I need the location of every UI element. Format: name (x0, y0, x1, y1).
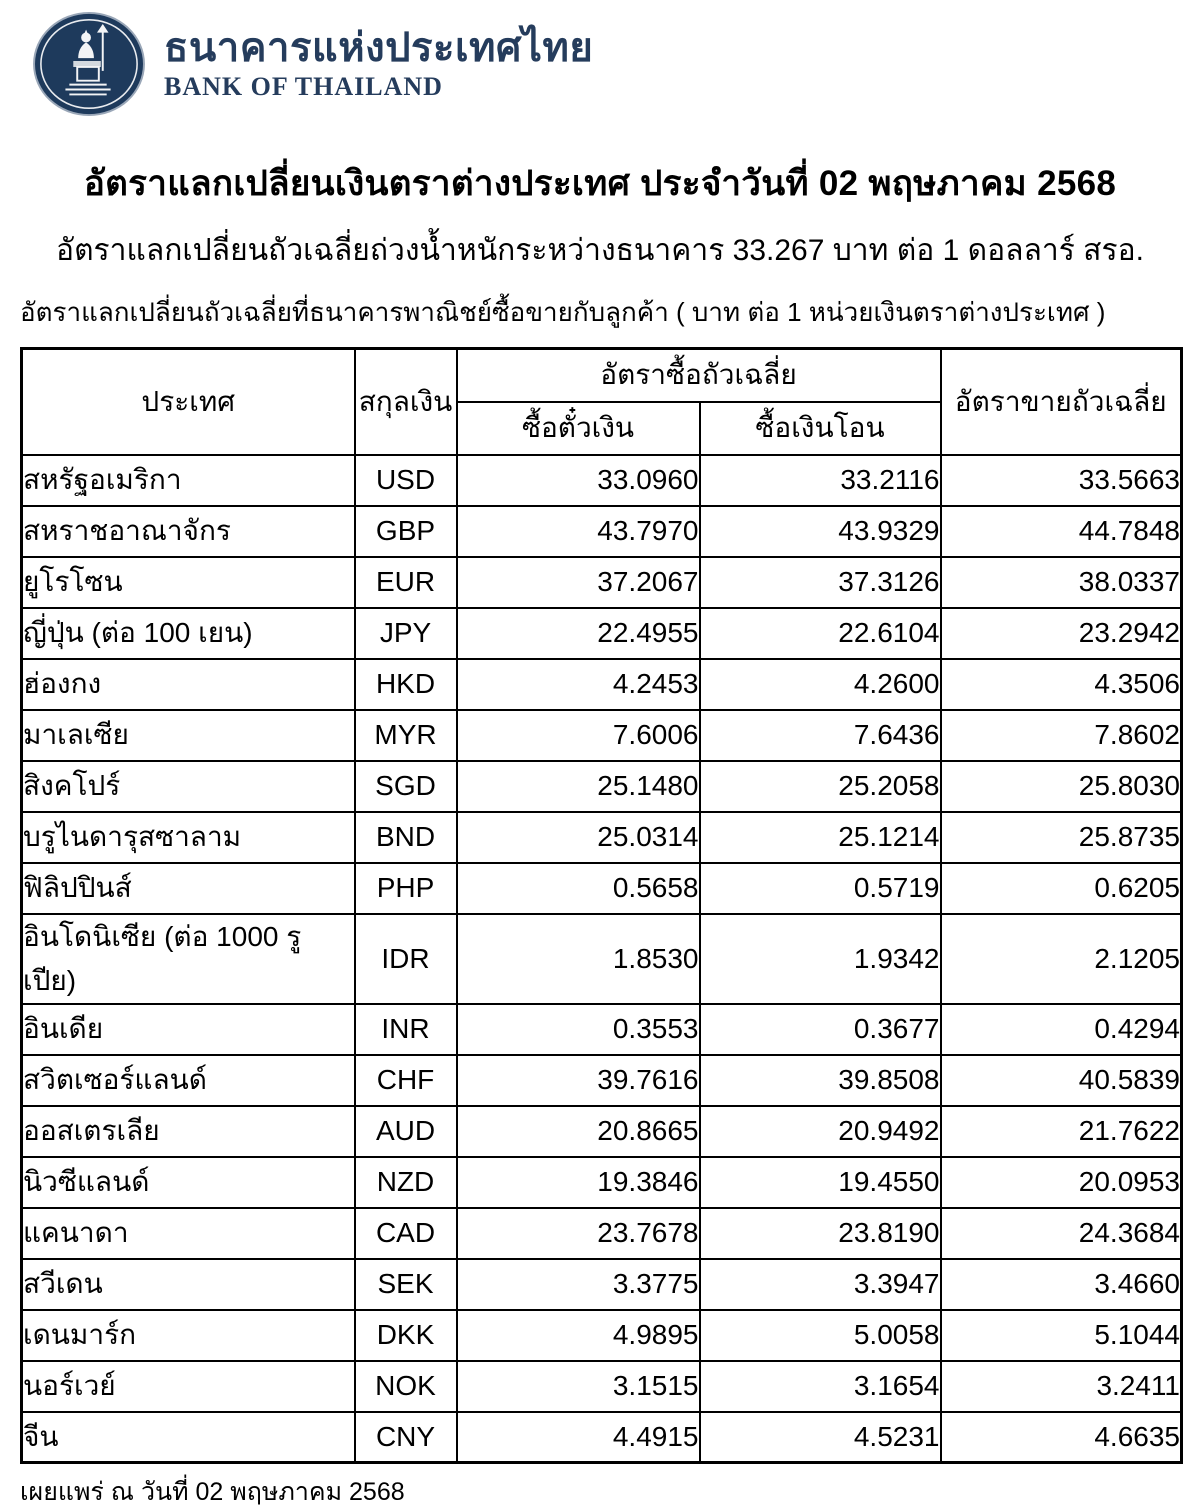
currency-code-cell: JPY (355, 608, 457, 659)
buy-bill-rate-cell: 7.6006 (457, 710, 700, 761)
buy-transfer-rate-cell: 23.8190 (700, 1208, 941, 1259)
buy-bill-rate-cell: 4.4915 (457, 1412, 700, 1463)
bank-name-thai: ธนาคารแห่งประเทศไทย (164, 26, 594, 70)
sell-rate-cell: 0.6205 (941, 863, 1182, 914)
buy-transfer-rate-cell: 25.1214 (700, 812, 941, 863)
buy-bill-rate-cell: 23.7678 (457, 1208, 700, 1259)
buy-bill-rate-cell: 25.0314 (457, 812, 700, 863)
country-cell: ฟิลิปปินส์ (22, 863, 355, 914)
sell-rate-cell: 40.5839 (941, 1055, 1182, 1106)
buy-transfer-rate-cell: 37.3126 (700, 557, 941, 608)
country-cell: นอร์เวย์ (22, 1361, 355, 1412)
buy-transfer-rate-cell: 3.3947 (700, 1259, 941, 1310)
buy-transfer-rate-cell: 19.4550 (700, 1157, 941, 1208)
country-cell: บรูไนดารุสซาลาม (22, 812, 355, 863)
sell-rate-cell: 2.1205 (941, 914, 1182, 1004)
table-row (22, 659, 1182, 710)
currency-code-cell: EUR (355, 557, 457, 608)
currency-code-cell: NOK (355, 1361, 457, 1412)
sell-rate-cell: 3.2411 (941, 1361, 1182, 1412)
buy-transfer-rate-cell: 33.2116 (700, 455, 941, 506)
rates-table-body (22, 455, 1182, 1463)
page-title: อัตราแลกเปลี่ยนเงินตราต่างประเทศ ประจำวันที่ 02 พฤษภาคม 2568 (83, 164, 1117, 203)
table-row (22, 608, 1182, 659)
buy-transfer-rate-cell: 1.9342 (700, 914, 941, 1004)
buy-transfer-rate-cell: 39.8508 (700, 1055, 941, 1106)
column-header-buy-bill: ซื้อตั๋วเงิน (457, 402, 700, 455)
buy-bill-rate-cell: 0.3553 (457, 1004, 700, 1055)
country-cell: สิงคโปร์ (22, 761, 355, 812)
buy-bill-rate-cell: 20.8665 (457, 1106, 700, 1157)
currency-code-cell: MYR (355, 710, 457, 761)
sell-rate-cell: 21.7622 (941, 1106, 1182, 1157)
country-cell: สหราชอาณาจักร (22, 506, 355, 557)
table-row (22, 506, 1182, 557)
country-cell: เดนมาร์ก (22, 1310, 355, 1361)
publish-date: เผยแพร่ ณ วันที่ 02 พฤษภาคม 2568 (20, 1478, 405, 1506)
column-header-buy-group: อัตราซื้อถัวเฉลี่ย (457, 349, 941, 402)
country-cell: อินเดีย (22, 1004, 355, 1055)
currency-code-cell: DKK (355, 1310, 457, 1361)
country-cell: อินโดนิเซีย (ต่อ 1000 รูเปีย) (22, 914, 355, 1004)
buy-transfer-rate-cell: 7.6436 (700, 710, 941, 761)
buy-transfer-rate-cell: 25.2058 (700, 761, 941, 812)
bank-name-english: BANK OF THAILAND (164, 72, 443, 101)
country-cell: ยูโรโซน (22, 557, 355, 608)
column-header-country: ประเทศ (22, 349, 355, 455)
sell-rate-cell: 5.1044 (941, 1310, 1182, 1361)
table-row (22, 557, 1182, 608)
brand-text (164, 10, 593, 102)
bank-of-thailand-logo-icon (30, 10, 148, 123)
currency-code-cell: IDR (355, 914, 457, 1004)
currency-code-cell: CAD (355, 1208, 457, 1259)
currency-code-cell: BND (355, 812, 457, 863)
column-header-buy-transfer: ซื้อเงินโอน (700, 402, 941, 455)
country-cell: สวิตเซอร์แลนด์ (22, 1055, 355, 1106)
sell-rate-cell: 38.0337 (941, 557, 1182, 608)
currency-code-cell: USD (355, 455, 457, 506)
country-cell: จีน (22, 1412, 355, 1463)
sell-rate-cell: 0.4294 (941, 1004, 1182, 1055)
buy-bill-rate-cell: 33.0960 (457, 455, 700, 506)
buy-transfer-rate-cell: 0.3677 (700, 1004, 941, 1055)
sell-rate-cell: 25.8735 (941, 812, 1182, 863)
sell-rate-cell: 3.4660 (941, 1259, 1182, 1310)
currency-code-cell: PHP (355, 863, 457, 914)
buy-bill-rate-cell: 39.7616 (457, 1055, 700, 1106)
table-row (22, 812, 1182, 863)
buy-bill-rate-cell: 25.1480 (457, 761, 700, 812)
buy-bill-rate-cell: 4.9895 (457, 1310, 700, 1361)
currency-code-cell: CNY (355, 1412, 457, 1463)
country-cell: แคนาดา (22, 1208, 355, 1259)
table-row (22, 1208, 1182, 1259)
table-row (22, 1004, 1182, 1055)
country-cell: ฮ่องกง (22, 659, 355, 710)
buy-transfer-rate-cell: 3.1654 (700, 1361, 941, 1412)
country-cell: มาเลเซีย (22, 710, 355, 761)
sell-rate-cell: 24.3684 (941, 1208, 1182, 1259)
sell-rate-cell: 4.6635 (941, 1412, 1182, 1463)
table-row (22, 710, 1182, 761)
currency-code-cell: SGD (355, 761, 457, 812)
buy-transfer-rate-cell: 4.5231 (700, 1412, 941, 1463)
sell-rate-cell: 7.8602 (941, 710, 1182, 761)
currency-code-cell: SEK (355, 1259, 457, 1310)
buy-bill-rate-cell: 37.2067 (457, 557, 700, 608)
sell-rate-cell: 33.5663 (941, 455, 1182, 506)
buy-bill-rate-cell: 1.8530 (457, 914, 700, 1004)
table-row (22, 1055, 1182, 1106)
buy-transfer-rate-cell: 5.0058 (700, 1310, 941, 1361)
table-row (22, 1412, 1182, 1463)
table-row (22, 1259, 1182, 1310)
buy-bill-rate-cell: 0.5658 (457, 863, 700, 914)
buy-bill-rate-cell: 3.3775 (457, 1259, 700, 1310)
buy-transfer-rate-cell: 4.2600 (700, 659, 941, 710)
buy-bill-rate-cell: 4.2453 (457, 659, 700, 710)
buy-transfer-rate-cell: 0.5719 (700, 863, 941, 914)
table-row (22, 761, 1182, 812)
column-header-sell: อัตราขายถัวเฉลี่ย (941, 349, 1182, 455)
table-row (22, 455, 1182, 506)
sell-rate-cell: 25.8030 (941, 761, 1182, 812)
table-row (22, 1106, 1182, 1157)
sell-rate-cell: 20.0953 (941, 1157, 1182, 1208)
table-row (22, 914, 1182, 1004)
currency-code-cell: NZD (355, 1157, 457, 1208)
country-cell: ญี่ปุ่น (ต่อ 100 เยน) (22, 608, 355, 659)
currency-code-cell: AUD (355, 1106, 457, 1157)
interbank-rate-line: อัตราแลกเปลี่ยนถัวเฉลี่ยถ่วงน้ำหนักระหว่างธนาคาร 33.267 บาท ต่อ 1 ดอลลาร์ สรอ. (56, 234, 1144, 267)
sell-rate-cell: 44.7848 (941, 506, 1182, 557)
exchange-rates-table (20, 347, 1183, 1464)
buy-bill-rate-cell: 43.7970 (457, 506, 700, 557)
table-row (22, 1361, 1182, 1412)
buy-bill-rate-cell: 19.3846 (457, 1157, 700, 1208)
sell-rate-cell: 4.3506 (941, 659, 1182, 710)
country-cell: สวีเดน (22, 1259, 355, 1310)
country-cell: สหรัฐอเมริกา (22, 455, 355, 506)
buy-transfer-rate-cell: 20.9492 (700, 1106, 941, 1157)
currency-code-cell: GBP (355, 506, 457, 557)
table-header (22, 349, 1182, 455)
currency-code-cell: HKD (355, 659, 457, 710)
customer-rate-note: อัตราแลกเปลี่ยนถัวเฉลี่ยที่ธนาคารพาณิชย์ซื้อขายกับลูกค้า ( บาท ต่อ 1 หน่วยเงินตราต่างประเทศ ) (20, 297, 1106, 327)
country-cell: นิวซีแลนด์ (22, 1157, 355, 1208)
currency-code-cell: CHF (355, 1055, 457, 1106)
country-cell: ออสเตรเลีย (22, 1106, 355, 1157)
sell-rate-cell: 23.2942 (941, 608, 1182, 659)
buy-bill-rate-cell: 22.4955 (457, 608, 700, 659)
buy-transfer-rate-cell: 43.9329 (700, 506, 941, 557)
table-row (22, 1310, 1182, 1361)
table-row (22, 1157, 1182, 1208)
table-row (22, 863, 1182, 914)
buy-transfer-rate-cell: 22.6104 (700, 608, 941, 659)
currency-code-cell: INR (355, 1004, 457, 1055)
column-header-currency: สกุลเงิน (355, 349, 457, 455)
buy-bill-rate-cell: 3.1515 (457, 1361, 700, 1412)
brand-header (0, 0, 1200, 130)
